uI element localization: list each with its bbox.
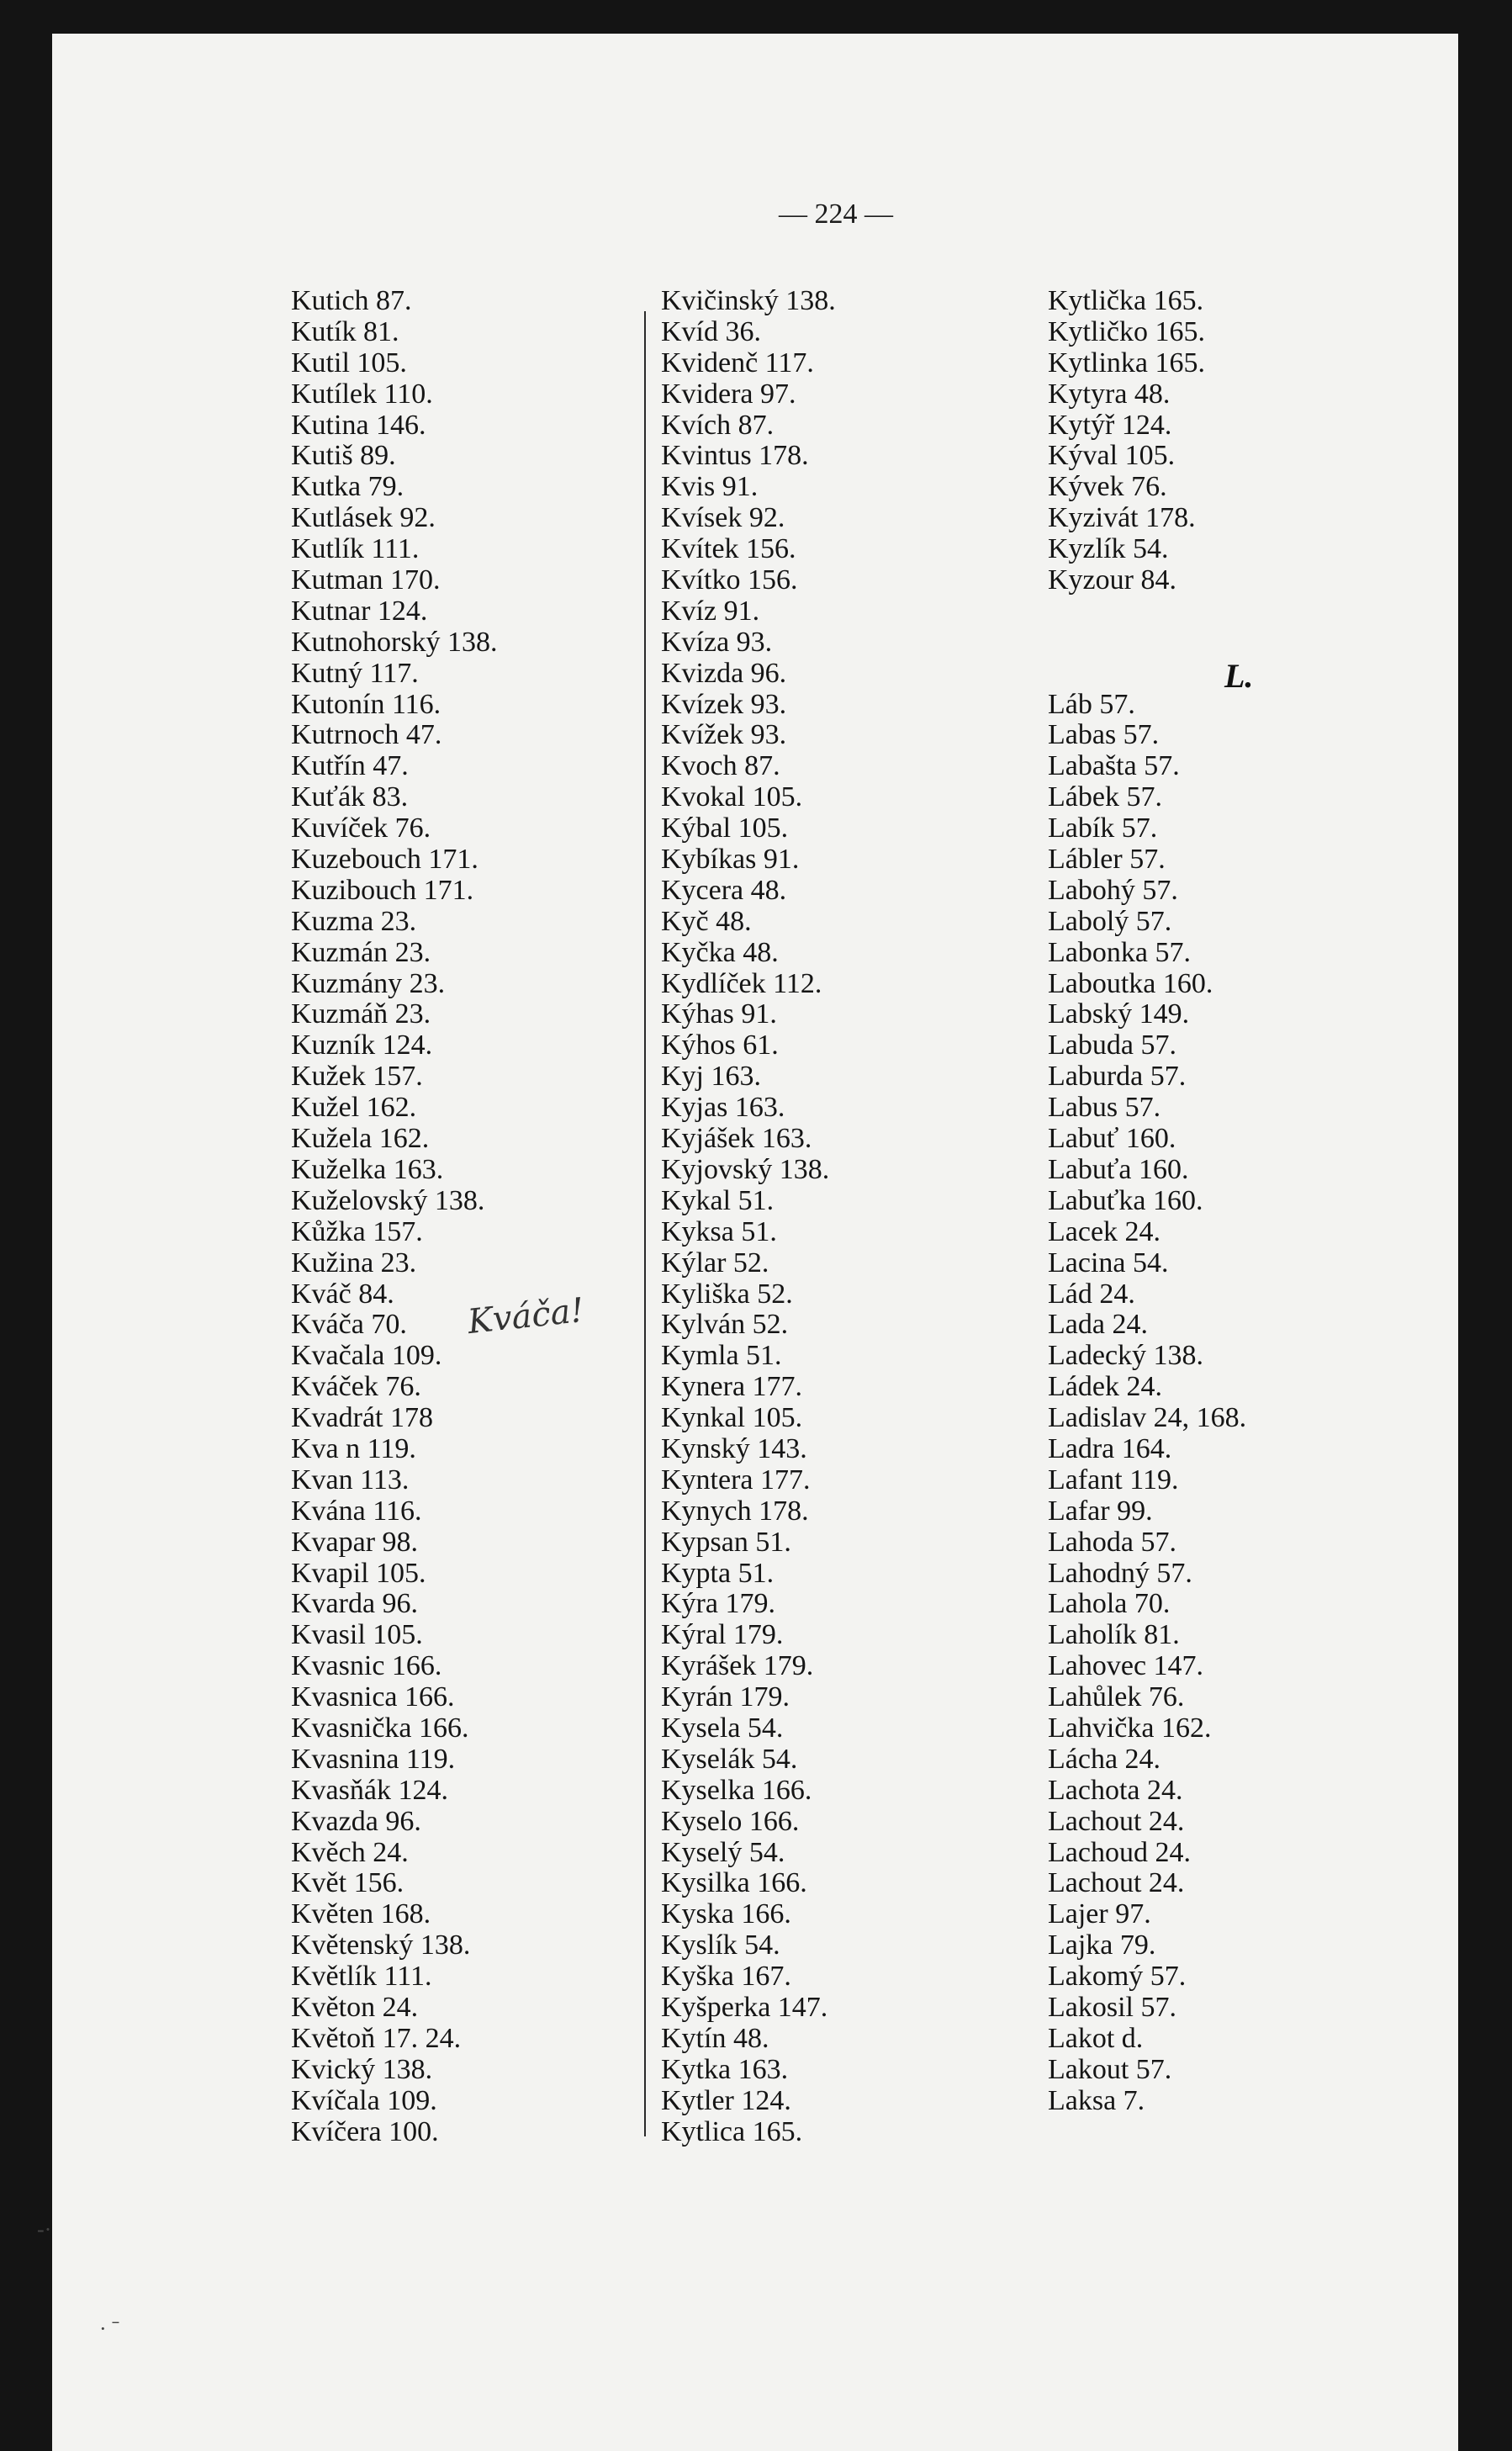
name-entry: Kyrán 179. <box>661 1681 790 1713</box>
name-entry: Květ 156. <box>291 1867 404 1899</box>
name-entry: Kylván 52. <box>661 1309 789 1341</box>
name-entry: Kvarda 96. <box>291 1588 419 1620</box>
name-entry: Kutka 79. <box>291 471 404 503</box>
name-entry: Kuželka 163. <box>291 1153 444 1185</box>
name-entry: Kutich 87. <box>291 285 412 316</box>
name-entry: Kvíčala 109. <box>291 2084 437 2116</box>
name-entry: Kvítko 156. <box>661 564 798 596</box>
name-entry: Kvidenč 117. <box>661 347 814 379</box>
name-entry: Kysela 54. <box>661 1712 784 1744</box>
name-entry: Kýval 105. <box>1048 440 1176 472</box>
name-entry: Kuzebouch 171. <box>291 844 478 876</box>
name-entry: Kuzmáň 23. <box>291 998 431 1030</box>
name-entry: Kvíd 36. <box>661 315 761 347</box>
name-entry: Kuvíček 76. <box>291 813 431 844</box>
name-entry: Kymla 51. <box>661 1340 782 1372</box>
name-entry: Labský 149. <box>1048 998 1190 1030</box>
name-entry: Kvický 138. <box>291 2053 433 2085</box>
name-entry: Kvasnic 166. <box>291 1650 442 1682</box>
name-entry: Kyzour 84. <box>1048 564 1176 596</box>
name-entry: Ládek 24. <box>1048 1371 1162 1403</box>
name-entry: Kyjas 163. <box>661 1092 785 1124</box>
name-entry: Kvintus 178. <box>661 440 809 472</box>
name-entry: Kýhas 91. <box>661 998 777 1030</box>
name-entry: Lajer 97. <box>1048 1898 1151 1930</box>
name-entry: Labuťka 160. <box>1048 1184 1203 1216</box>
name-entry: Kyčka 48. <box>661 936 779 968</box>
name-entry: Lakomý 57. <box>1048 1961 1187 1993</box>
name-entry: Kutrnoch 47. <box>291 719 442 751</box>
name-entry: Kýlar 52. <box>661 1247 769 1278</box>
name-entry: Kypsan 51. <box>661 1526 791 1558</box>
name-entry: Kytín 48. <box>661 2022 769 2054</box>
name-entry: Lahvička 162. <box>1048 1712 1212 1744</box>
name-entry: Kyksa 51. <box>661 1215 777 1247</box>
name-entry: Lakosil 57. <box>1048 1991 1176 2023</box>
name-entry: Kuzma 23. <box>291 905 417 937</box>
name-entry: Kyselák 54. <box>661 1743 798 1775</box>
scan-speck: · ˉ <box>99 2316 119 2341</box>
name-entry: Labuťa 160. <box>1048 1153 1189 1185</box>
name-entry: Kvokal 105. <box>661 781 803 813</box>
name-entry: Kvasnina 119. <box>291 1743 456 1775</box>
name-entry: Kvána 116. <box>291 1495 422 1527</box>
name-entry: Kutnar 124. <box>291 595 428 627</box>
name-entry: Kva n 119. <box>291 1432 416 1464</box>
name-entry: Kýhos 61. <box>661 1030 779 1061</box>
name-entry: Labus 57. <box>1048 1092 1161 1124</box>
name-entry: Lajka 79. <box>1048 1930 1156 1961</box>
name-entry: Kvasnička 166. <box>291 1712 469 1744</box>
name-entry: Kuzník 124. <box>291 1030 433 1061</box>
name-entry: Kýra 179. <box>661 1588 775 1620</box>
name-entry: Kvan 113. <box>291 1464 410 1495</box>
name-entry: Kvíza 93. <box>661 626 773 658</box>
name-entry: Kyselý 54. <box>661 1836 785 1868</box>
name-entry: Kutný 117. <box>291 657 419 689</box>
name-entry: Kytyra 48. <box>1048 378 1171 410</box>
name-entry: Kutřín 47. <box>291 750 409 782</box>
name-entry: Kytličko 165. <box>1048 315 1205 347</box>
name-entry: Ladra 164. <box>1048 1432 1172 1464</box>
name-entry: Kycera 48. <box>661 874 787 906</box>
name-entry: Kynych 178. <box>661 1495 809 1527</box>
name-column-1 <box>291 286 498 2147</box>
name-entry: Kůžka 157. <box>291 1215 423 1247</box>
name-entry: Kytlička 165. <box>1048 285 1204 316</box>
name-entry: Kynkal 105. <box>661 1402 803 1434</box>
name-entry: Kyselo 166. <box>661 1805 800 1837</box>
name-entry: Lakout 57. <box>1048 2053 1172 2085</box>
name-entry: Labas 57. <box>1048 719 1160 751</box>
name-entry: Kužel 162. <box>291 1092 417 1124</box>
name-entry: Labolý 57. <box>1048 905 1172 937</box>
name-entry: Kývek 76. <box>1048 471 1167 503</box>
name-entry: Labuda 57. <box>1048 1030 1176 1061</box>
name-entry: Kváč 84. <box>291 1278 394 1310</box>
name-entry: Kvíz 91. <box>661 595 760 627</box>
name-entry: Kýral 179. <box>661 1619 784 1651</box>
name-entry: Kutman 170. <box>291 564 441 596</box>
name-column-3 <box>1048 286 1246 2117</box>
name-entry: Lacek 24. <box>1048 1215 1161 1247</box>
name-entry: Kvěch 24. <box>291 1836 409 1868</box>
section-letter-heading: L. <box>1224 657 1254 695</box>
name-entry: Kyslík 54. <box>661 1930 780 1961</box>
name-entry: Labonka 57. <box>1048 936 1191 968</box>
name-entry: Kyč 48. <box>661 905 752 937</box>
name-entry: Lahodný 57. <box>1048 1557 1192 1589</box>
name-entry: Kyjovský 138. <box>661 1153 830 1185</box>
name-entry: Kvadrát 178 <box>291 1402 434 1434</box>
name-entry: Lada 24. <box>1048 1309 1148 1341</box>
name-entry: Kyzlík 54. <box>1048 533 1169 565</box>
name-entry: Kvapar 98. <box>291 1526 419 1558</box>
name-entry: Kutiš 89. <box>291 440 396 472</box>
name-entry: Kvazda 96. <box>291 1805 421 1837</box>
name-entry: Kutonín 116. <box>291 688 441 720</box>
name-entry: Kyselka 166. <box>661 1774 812 1806</box>
name-entry: Kyrášek 179. <box>661 1650 814 1682</box>
name-entry: Kvích 87. <box>661 409 775 441</box>
name-entry: Kynský 143. <box>661 1432 807 1464</box>
scan-speck: -· <box>37 2217 52 2242</box>
name-entry: Kuzmán 23. <box>291 936 431 968</box>
name-entry: Kutina 146. <box>291 409 426 441</box>
name-entry: Lahovec 147. <box>1048 1650 1204 1682</box>
name-entry: Kyj 163. <box>661 1061 761 1093</box>
name-column-2 <box>661 286 836 2147</box>
name-entry: Lakot d. <box>1048 2022 1144 2054</box>
name-entry: Lácha 24. <box>1048 1743 1161 1775</box>
name-entry: Lachota 24. <box>1048 1774 1183 1806</box>
name-entry: Laboutka 160. <box>1048 967 1213 999</box>
name-entry: Kváča 70. <box>291 1309 407 1341</box>
name-entry: Laburda 57. <box>1048 1061 1187 1093</box>
name-entry: Kváček 76. <box>291 1371 421 1403</box>
name-entry: Kyntera 177. <box>661 1464 811 1495</box>
name-entry: Laholík 81. <box>1048 1619 1180 1651</box>
name-entry: Kyšperka 147. <box>661 1991 828 2023</box>
name-entry: Kutnohorský 138. <box>291 626 498 658</box>
name-entry: Kytlinka 165. <box>1048 347 1205 379</box>
name-entry: Kutílek 110. <box>291 378 433 410</box>
name-entry: Květlík 111. <box>291 1961 432 1993</box>
name-entry: Labík 57. <box>1048 813 1158 844</box>
name-entry: Kvasil 105. <box>291 1619 423 1651</box>
name-entry: Kuzibouch 171. <box>291 874 474 906</box>
name-entry: Lafar 99. <box>1048 1495 1153 1527</box>
name-entry: Kutil 105. <box>291 347 407 379</box>
page-number: — 224 — <box>779 199 893 230</box>
name-entry: Kyzivát 178. <box>1048 502 1196 534</box>
name-entry: Kvizda 96. <box>661 657 787 689</box>
name-entry: Lachoud 24. <box>1048 1836 1191 1868</box>
name-entry: Lachout 24. <box>1048 1867 1185 1899</box>
name-entry: Kyska 166. <box>661 1898 791 1930</box>
name-entry: Laksa 7. <box>1048 2084 1145 2116</box>
name-entry: Kutlík 111. <box>291 533 420 565</box>
name-entry: Kykal 51. <box>661 1184 775 1216</box>
name-entry: Kvis 91. <box>661 471 759 503</box>
name-entry: Labohý 57. <box>1048 874 1178 906</box>
name-entry: Lahola 70. <box>1048 1588 1171 1620</box>
name-entry: Kvížek 93. <box>661 719 787 751</box>
name-entry <box>1048 627 1246 659</box>
name-entry: Labašta 57. <box>1048 750 1180 782</box>
name-entry: Kysilka 166. <box>661 1867 807 1899</box>
name-entry: Kužela 162. <box>291 1123 430 1155</box>
name-entry: Kyška 167. <box>661 1961 791 1993</box>
name-entry: Kyjášek 163. <box>661 1123 812 1155</box>
name-entry: Kvísek 92. <box>661 502 785 534</box>
name-entry: Lahoda 57. <box>1048 1526 1176 1558</box>
name-entry: Kytýř 124. <box>1048 409 1172 441</box>
name-entry: Kynera 177. <box>661 1371 803 1403</box>
name-entry: Kuzmány 23. <box>291 967 446 999</box>
name-entry: Kužek 157. <box>291 1061 423 1093</box>
name-entry: Kvidera 97. <box>661 378 796 410</box>
name-entry: Lacina 54. <box>1048 1247 1169 1278</box>
handwritten-note: Kváča! <box>465 1290 586 1342</box>
name-entry: Ladecký 138. <box>1048 1340 1204 1372</box>
name-entry: Kužina 23. <box>291 1247 417 1278</box>
name-entry: Kyliška 52. <box>661 1278 793 1310</box>
name-entry <box>1048 659 1246 690</box>
name-entry: Lábek 57. <box>1048 781 1162 813</box>
name-entry <box>1048 596 1246 627</box>
name-entry: Kutlásek 92. <box>291 502 436 534</box>
name-entry: Kvasnica 166. <box>291 1681 455 1713</box>
name-entry: Kvapil 105. <box>291 1557 426 1589</box>
name-entry: Lachout 24. <box>1048 1805 1185 1837</box>
name-entry: Lahůlek 76. <box>1048 1681 1185 1713</box>
name-entry: Kvízek 93. <box>661 688 787 720</box>
name-entry: Lafant 119. <box>1048 1464 1179 1495</box>
name-entry: Ladislav 24, 168. <box>1048 1402 1247 1434</box>
name-entry: Květenský 138. <box>291 1930 471 1961</box>
name-entry: Kutík 81. <box>291 315 399 347</box>
name-entry: Kytlica 165. <box>661 2115 803 2147</box>
name-entry: Kvíčera 100. <box>291 2115 439 2147</box>
name-entry: Kvoch 87. <box>661 750 780 782</box>
name-entry: Kybíkas 91. <box>661 844 800 876</box>
name-entry: Láb 57. <box>1048 688 1135 720</box>
name-entry: Kvasňák 124. <box>291 1774 448 1806</box>
name-entry: Lád 24. <box>1048 1278 1135 1310</box>
name-entry: Lábler 57. <box>1048 844 1166 876</box>
name-entry: Kydlíček 112. <box>661 967 822 999</box>
name-entry: Kvítek 156. <box>661 533 796 565</box>
name-entry: Kypta 51. <box>661 1557 775 1589</box>
name-entry: Labuť 160. <box>1048 1123 1176 1155</box>
name-entry: Kvičinský 138. <box>661 285 836 316</box>
name-entry: Kuželovský 138. <box>291 1184 485 1216</box>
name-entry: Květen 168. <box>291 1898 431 1930</box>
name-entry: Kytler 124. <box>661 2084 791 2116</box>
name-entry: Kýbal 105. <box>661 813 789 844</box>
name-entry: Květoň 17. 24. <box>291 2022 462 2054</box>
name-entry: Kuťák 83. <box>291 781 409 813</box>
column-divider <box>644 311 646 2136</box>
name-entry: Kytka 163. <box>661 2053 789 2085</box>
name-entry: Kvačala 109. <box>291 1340 442 1372</box>
name-entry: Květon 24. <box>291 1991 419 2023</box>
